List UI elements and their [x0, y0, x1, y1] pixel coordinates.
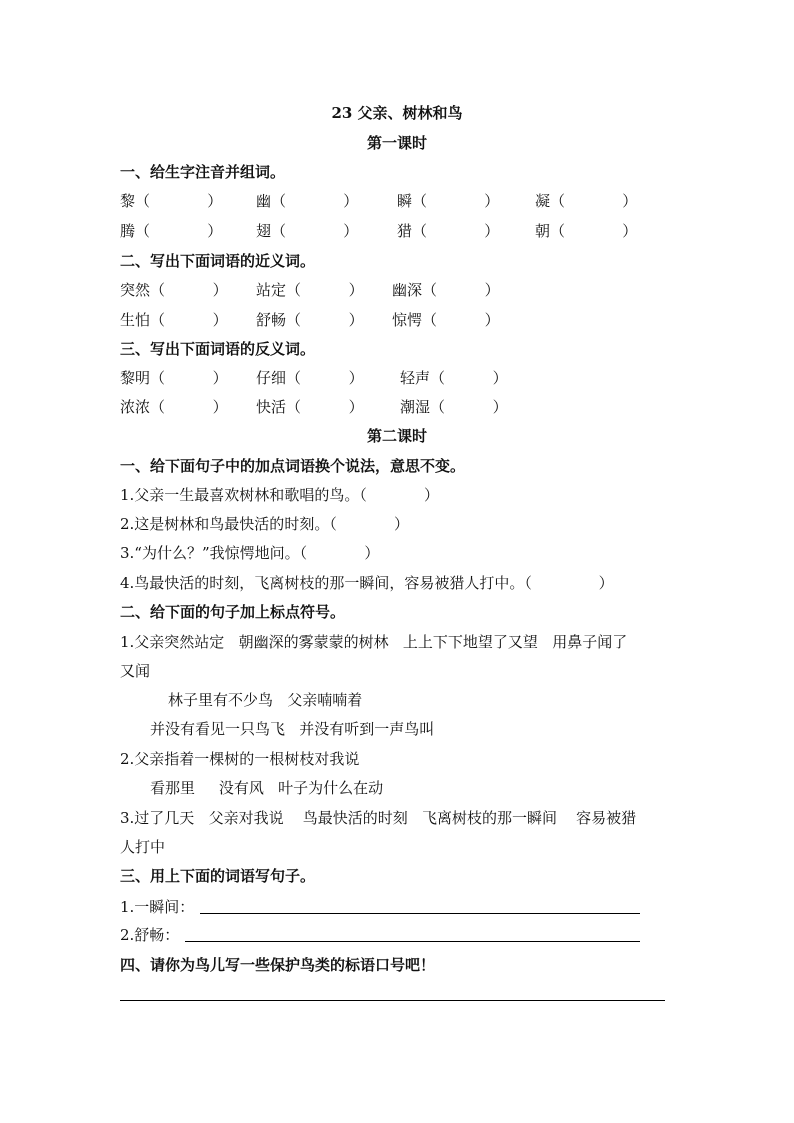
l1-s3-item: 仔细（ ）: [256, 369, 364, 387]
l1-s1-item: 朝（ ）: [535, 222, 638, 240]
l1-s1-item: 凝（ ）: [535, 192, 638, 210]
l2-s2-line: 2.父亲指着一棵树的一根树枝对我说: [120, 750, 360, 768]
l1-s3-item: 快活（ ）: [256, 398, 364, 416]
l1-s3-item: 轻声（ ）: [400, 369, 508, 387]
l1-s1-heading: 一、给生字注音并组词。: [120, 163, 286, 181]
l2-s2-line: 又闻: [120, 662, 151, 680]
slogan-answer-line[interactable]: [120, 1000, 665, 1001]
l1-s2-item: 突然（ ）: [120, 281, 228, 299]
lesson1-heading: 第一课时: [366, 134, 427, 152]
l2-s1-heading: 一、给下面句子中的加点词语换个说法，意思不变。: [120, 457, 466, 475]
l1-s2-item: 惊愕（ ）: [392, 311, 500, 329]
l2-s1-item: 1.父亲一生最喜欢树林和歌唱的鸟。（ ）: [120, 486, 440, 504]
l1-s2-heading: 二、写出下面词语的近义词。: [120, 252, 316, 270]
l1-s3-item: 黎明（ ）: [120, 369, 228, 387]
l1-s2-item: 舒畅（ ）: [256, 311, 364, 329]
l2-s3-heading: 三、用上下面的词语写句子。: [120, 867, 316, 885]
l2-s3-prompt: 1.一瞬间：: [120, 898, 195, 916]
l1-s1-item: 翅（ ）: [256, 222, 359, 240]
answer-line-2[interactable]: [185, 941, 640, 942]
l2-s2-line: 人打中: [120, 838, 166, 856]
l1-s3-item: 潮湿（ ）: [400, 398, 508, 416]
l2-s2-line: 林子里有不少鸟 父亲喃喃着: [168, 691, 363, 709]
l2-s2-line: 1.父亲突然站定 朝幽深的雾蒙蒙的树林 上上下下地望了又望 用鼻子闻了: [120, 633, 628, 651]
l2-s2-line: 并没有看见一只鸟飞 并没有听到一声鸟叫: [150, 720, 435, 738]
l1-s1-item: 幽（ ）: [256, 192, 359, 210]
l1-s3-item: 浓浓（ ）: [120, 398, 228, 416]
l2-s3-prompt: 2.舒畅：: [120, 926, 180, 944]
answer-line-1[interactable]: [200, 913, 640, 914]
l1-s2-item: 站定（ ）: [256, 281, 364, 299]
l1-s1-item: 猎（ ）: [397, 222, 500, 240]
l2-s2-line: 看那里 没有风 叶子为什么在动: [150, 779, 384, 797]
l1-s2-item: 生怕（ ）: [120, 311, 228, 329]
l1-s1-item: 黎（ ）: [120, 192, 223, 210]
l1-s2-item: 幽深（ ）: [392, 281, 500, 299]
l2-s1-item: 4.鸟最快活的时刻，飞离树枝的那一瞬间，容易被猎人打中。（ ）: [120, 574, 614, 592]
l2-s2-heading: 二、给下面的句子加上标点符号。: [120, 603, 346, 621]
l2-s1-item: 3.“为什么？”我惊愕地问。（ ）: [120, 544, 380, 562]
worksheet-title: 23 父亲、树林和鸟: [331, 104, 463, 122]
l2-s4-heading: 四、请你为鸟儿写一些保护鸟类的标语口号吧！: [120, 956, 436, 974]
l2-s1-item: 2.这是树林和鸟最快活的时刻。（ ）: [120, 515, 410, 533]
l2-s2-line: 3.过了几天 父亲对我说 鸟最快活的时刻 飞离树枝的那一瞬间 容易被猎: [120, 809, 637, 827]
lesson2-heading: 第二课时: [366, 427, 427, 445]
l1-s3-heading: 三、写出下面词语的反义词。: [120, 340, 316, 358]
l1-s1-item: 腾（ ）: [120, 222, 223, 240]
l1-s1-item: 瞬（ ）: [397, 192, 500, 210]
